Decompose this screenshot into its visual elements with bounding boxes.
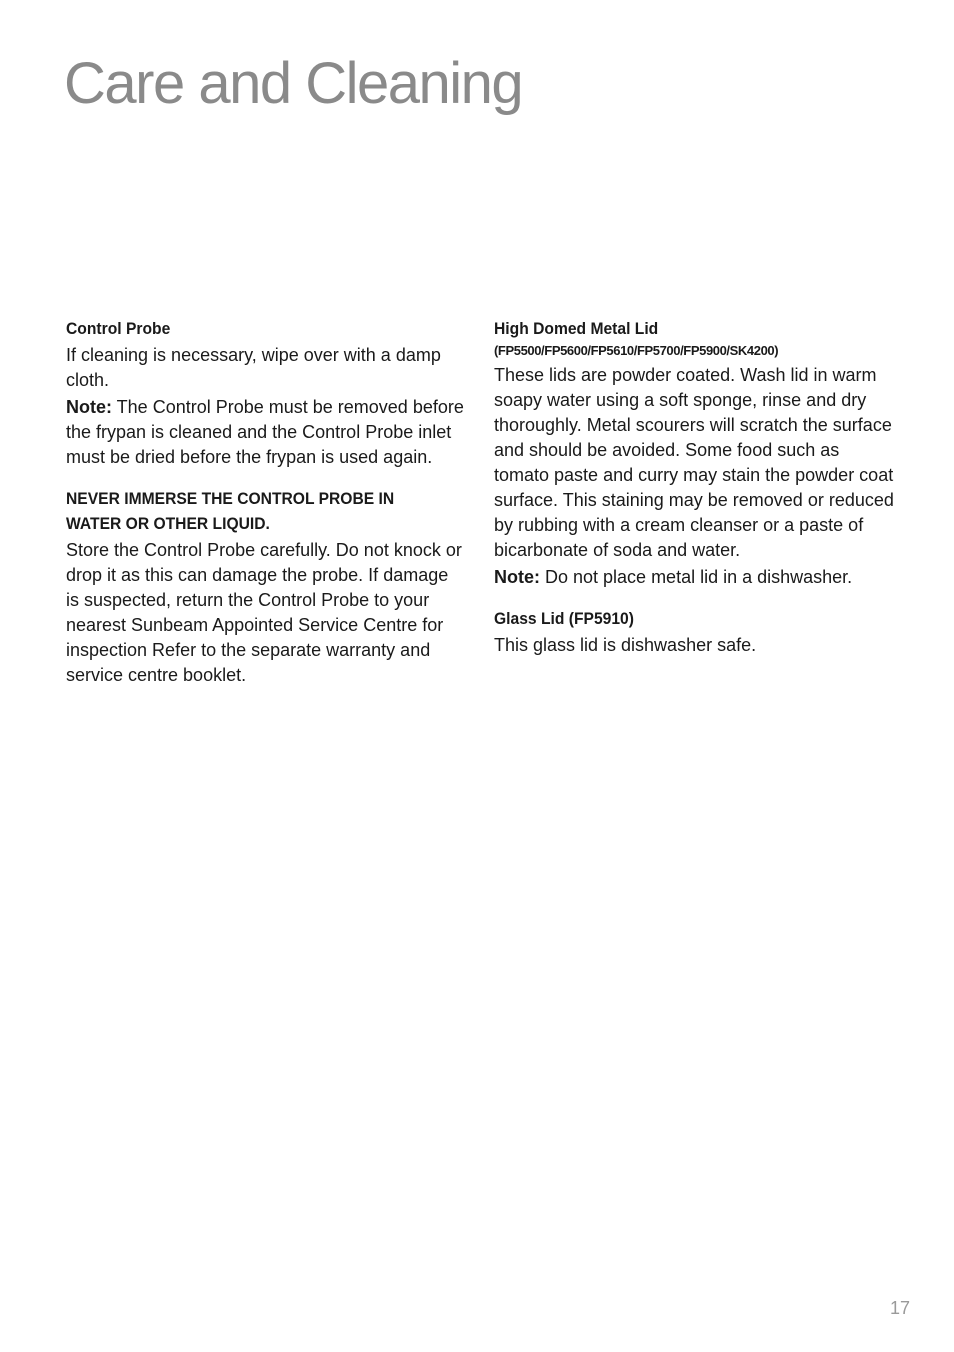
control-probe-body: If cleaning is necessary, wipe over with a damp cloth.	[66, 345, 441, 390]
note-label: Note:	[494, 567, 540, 587]
page-number: 17	[889, 1298, 910, 1318]
glass-lid-heading: Glass Lid (FP5910)	[494, 609, 634, 628]
glass-lid-body: This glass lid is dishwasher safe.	[494, 635, 757, 655]
right-column	[494, 316, 894, 658]
warning-heading-line2: WATER OR OTHER LIQUID.	[66, 514, 270, 533]
control-probe-note	[66, 395, 466, 470]
metal-lid-heading: High Domed Metal Lid	[494, 319, 659, 338]
metal-lid-models: (FP5500/FP5600/FP5610/FP5700/FP5900/SK4200)	[494, 343, 779, 358]
metal-lid-section	[494, 316, 894, 590]
warning-body: Store the Control Probe carefully. Do not knock or drop it as this can damage the probe. If damage is suspected, return the Control Probe to your nearest Sunbeam Appointed Service Centre for inspection Refer to the separate warranty and service centre booklet.	[66, 540, 462, 685]
left-column	[66, 316, 466, 688]
control-probe-heading: Control Probe	[66, 319, 171, 338]
note-text: The Control Probe must be removed before the frypan is cleaned and the Control Probe inlet must be dried before the frypan is used again.	[66, 397, 464, 467]
note-text: Do not place metal lid in a dishwasher.	[540, 567, 853, 587]
page-title: Care and Cleaning	[64, 51, 523, 116]
warning-heading-line1: NEVER IMMERSE THE CONTROL PROBE IN	[66, 489, 395, 508]
note-label: Note:	[66, 397, 112, 417]
control-probe-section	[66, 316, 466, 470]
metal-lid-body: These lids are powder coated. Wash lid in warm soapy water using a soft sponge, rinse and dry thoroughly. Metal scourers will scratch the surface and should be avoided. Some food such as tomato paste and curry may stain the powder coat surface. This staining may be removed or reduced by rubbing with a cream cleanser or a paste of bicarbonate of soda and water.	[494, 365, 894, 560]
warning-section	[66, 486, 466, 688]
glass-lid-section	[494, 606, 894, 658]
metal-lid-note	[494, 565, 894, 590]
